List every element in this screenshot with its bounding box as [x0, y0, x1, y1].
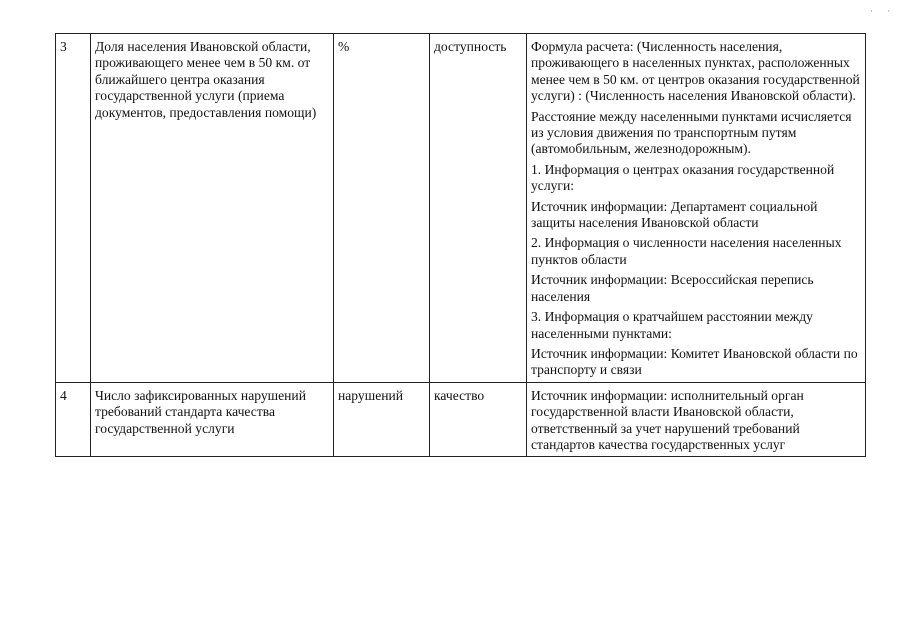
description-paragraph: 2. Информация о численности населения населенных пунктов области: [531, 235, 842, 267]
table-row: [56, 34, 866, 383]
row-number: 3: [56, 34, 91, 383]
table-row: [56, 382, 866, 457]
unit-of-measure: %: [334, 34, 430, 383]
indicator-description: [527, 382, 866, 457]
description-paragraph: Формула расчета: (Численность населения, проживающего в населенных пунктах, расположенных менее чем в 50 км. от центров оказания государственной услуги) : (Численность населения Ивановской области).: [531, 39, 860, 104]
indicator-description: [527, 34, 866, 383]
indicator-type: доступность: [430, 34, 527, 383]
indicator-name: Доля населения Ивановской области, проживающего менее чем в 50 км. от ближайшего центра оказания государственной услуги (приема документов, предоставления помощи): [91, 34, 334, 383]
description-paragraph: Источник информации: исполнительный орган государственной власти Ивановской области, ответственный за учет нарушений требований стандартов качества государственных услуг: [531, 387, 804, 452]
unit-of-measure: нарушений: [334, 382, 430, 457]
scan-artifact: · ·: [870, 6, 897, 16]
indicator-name: Число зафиксированных нарушений требований стандарта качества государственной услуги: [91, 382, 334, 457]
description-paragraph: Источник информации: Комитет Ивановской области по транспорту и связи: [531, 345, 858, 378]
description-paragraph: Источник информации: Всероссийская перепись населения: [531, 272, 814, 304]
row-number: 4: [56, 382, 91, 457]
indicators-table: [55, 33, 866, 457]
description-paragraph: Источник информации: Департамент социальной защиты населения Ивановской области: [531, 198, 818, 231]
description-paragraph: 3. Информация о кратчайшем расстоянии между населенными пунктами:: [531, 309, 813, 341]
description-paragraph: Расстояние между населенными пунктами исчисляется из условия движения по транспортным путям (автомобильным, железнодорожным).: [531, 108, 852, 157]
description-paragraph: 1. Информация о центрах оказания государственной услуги:: [531, 161, 835, 194]
indicator-type: качество: [430, 382, 527, 457]
